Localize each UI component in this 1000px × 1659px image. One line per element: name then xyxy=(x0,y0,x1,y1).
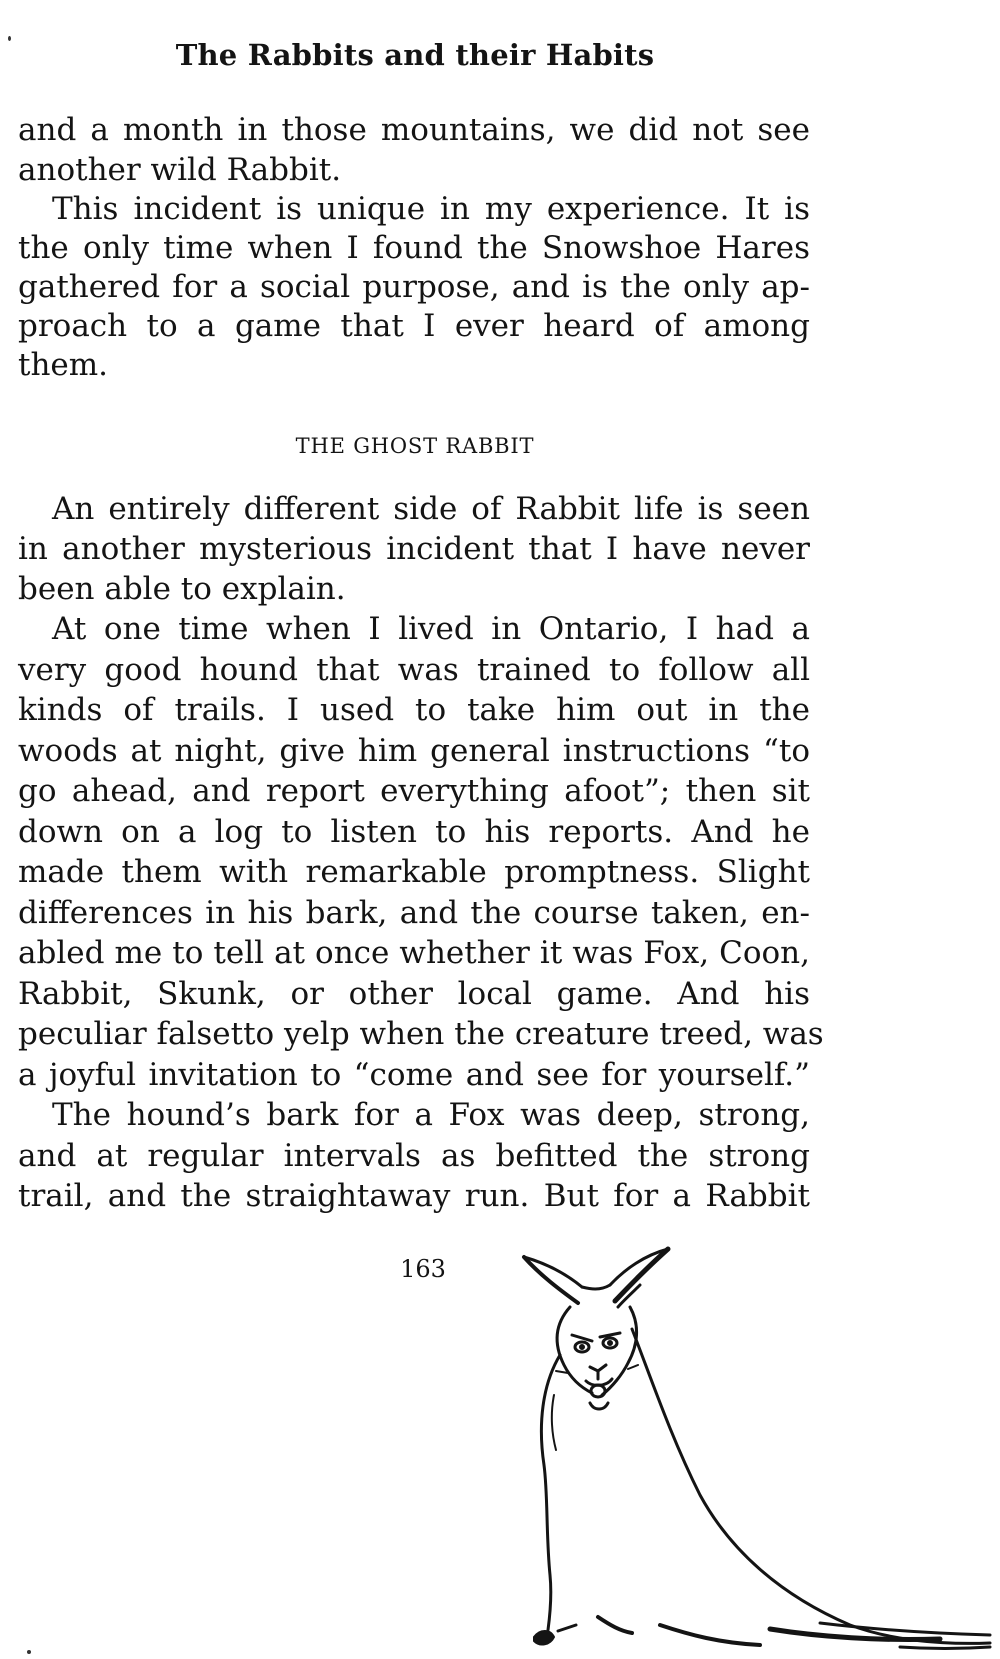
text-line: in another mysterious incident that I have never xyxy=(18,531,810,567)
text-line: a joyful invitation to “come and see for yourself.” xyxy=(18,1057,810,1093)
text-line: go ahead, and report everything afoot”; then sit xyxy=(18,773,810,809)
page-number: 163 xyxy=(400,1255,446,1283)
text-line: An entirely different side of Rabbit life is seen xyxy=(52,491,810,527)
text-line: abled me to tell at once whether it was Fox, Coon, xyxy=(18,935,810,971)
text-line: trail, and the straightaway run. But for a Rabbit xyxy=(18,1178,810,1214)
text-line: peculiar falsetto yelp when the creature treed, was xyxy=(18,1016,824,1052)
text-line: been able to explain. xyxy=(18,571,346,607)
ghost-rabbit-sketch-icon xyxy=(520,1245,995,1655)
text-line: This incident is unique in my experience. It is xyxy=(52,191,810,227)
text-line: kinds of trails. I used to take him out in the xyxy=(18,692,810,728)
text-line: differences in his bark, and the course taken, en- xyxy=(18,895,810,931)
text-line: gathered for a social purpose, and is the only ap- xyxy=(18,269,810,305)
text-line: and at regular intervals as befitted the strong xyxy=(18,1138,810,1174)
scan-speck xyxy=(8,36,11,41)
scan-speck xyxy=(27,1650,31,1654)
text-line: them. xyxy=(18,347,109,383)
text-line: woods at night, give him general instructions “to xyxy=(18,733,810,769)
text-line: The hound’s bark for a Fox was deep, strong, xyxy=(52,1097,810,1133)
text-line: another wild Rabbit. xyxy=(18,152,342,188)
text-line: At one time when I lived in Ontario, I had a xyxy=(52,611,810,647)
text-line: proach to a game that I ever heard of among xyxy=(18,308,810,344)
text-line: made them with remarkable promptness. Slight xyxy=(18,854,810,890)
section-heading: THE GHOST RABBIT xyxy=(295,434,535,458)
text-line: very good hound that was trained to follow all xyxy=(18,652,810,688)
running-head: The Rabbits and their Habits xyxy=(175,38,655,72)
text-line: the only time when I found the Snowshoe Hares xyxy=(18,230,810,266)
text-line: down on a log to listen to his reports. And he xyxy=(18,814,810,850)
text-line: and a month in those mountains, we did not see xyxy=(18,112,810,148)
text-line: Rabbit, Skunk, or other local game. And his xyxy=(18,976,810,1012)
